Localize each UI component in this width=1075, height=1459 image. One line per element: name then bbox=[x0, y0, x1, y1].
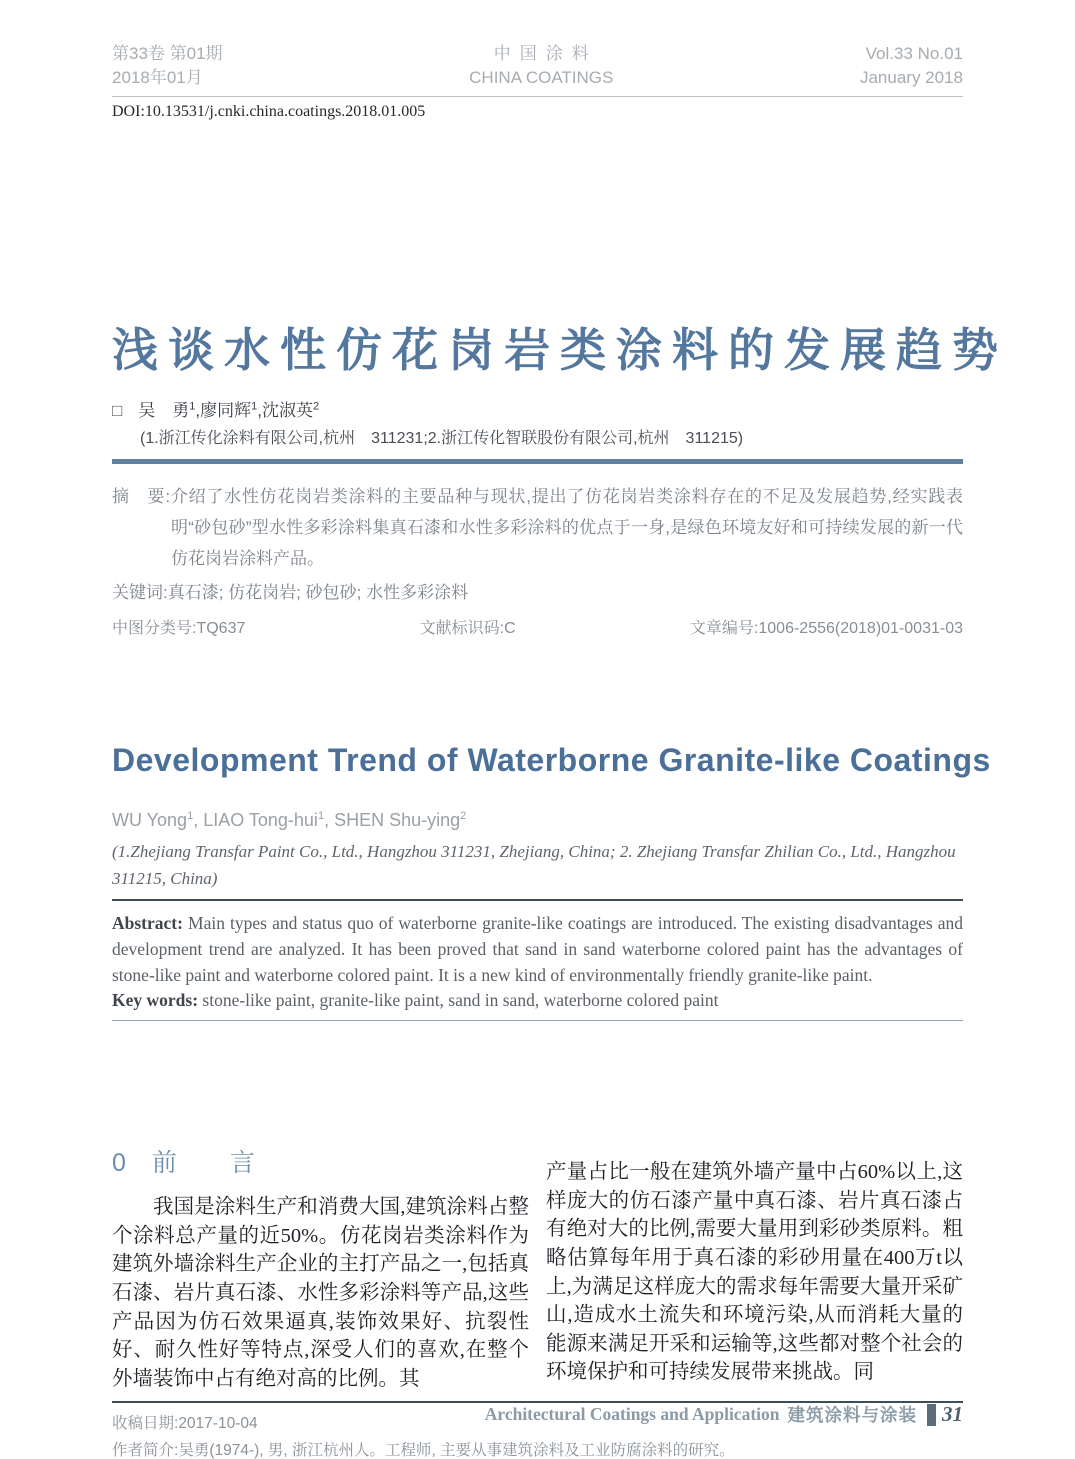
keywords-en-label: Key words: bbox=[112, 990, 199, 1011]
article-title-en: Development Trend of Waterborne Granite-like Coatings bbox=[112, 742, 991, 779]
author-bio-value: 吴勇(1974-), 男, 浙江杭州人。工程师, 主要从事建筑涂料及工业防腐涂料的研究。 bbox=[178, 1442, 735, 1459]
issue-date-en: January 2018 bbox=[859, 67, 963, 87]
section-heading-0 bbox=[112, 1143, 529, 1179]
header-issue-en bbox=[860, 42, 963, 90]
doc-code-label: 文献标识码: bbox=[419, 620, 505, 638]
keywords-en-text: stone-like paint, granite-like paint, sand in sand, waterborne colored paint bbox=[198, 990, 719, 1011]
author-en-1: WU Yong bbox=[112, 810, 188, 831]
journal-name-cn: 中国涂料 bbox=[493, 44, 598, 63]
keywords-en bbox=[112, 990, 963, 1021]
author-en-1-sup: 1 bbox=[187, 810, 194, 823]
issue-date-cn: 2018年01月 bbox=[112, 67, 203, 87]
author-en-3-sup: 2 bbox=[460, 810, 467, 823]
abstract-cn-label: 摘 要: bbox=[112, 487, 171, 507]
clc-label: 中图分类号: bbox=[112, 620, 197, 638]
keywords-cn bbox=[112, 578, 963, 603]
clc-value: TQ637 bbox=[196, 620, 246, 638]
author-cn-3: ,沈淑英 bbox=[257, 401, 313, 421]
author-cn-2-sup: 1 bbox=[251, 400, 258, 413]
footer-section-en: Architectural Coatings and Application bbox=[484, 1404, 780, 1424]
author-bio-label: 作者简介: bbox=[112, 1442, 179, 1459]
affiliation-cn: (1.浙江传化涂料有限公司,杭州 311231;2.浙江传化智联股份有限公司,杭州 311215) bbox=[140, 430, 744, 448]
divider-bar bbox=[112, 459, 963, 464]
issue-volume-cn: 第33卷 第01期 bbox=[112, 44, 223, 63]
authors-cn bbox=[112, 396, 963, 421]
body-column-right bbox=[546, 1143, 963, 1393]
keywords-cn-text: 真石漆; 仿花岗岩; 砂包砂; 水性多彩涂料 bbox=[167, 583, 469, 603]
body-paragraph-right: 产量占比一般在建筑外墙产量中占60%以上,这样庞大的仿石漆产量中真石漆、岩片真石漆占有绝对大的比例,需要大量用到彩砂类原料。粗略估算每年用于真石漆的彩砂用量在400万t以上,为满足这样庞大的需求每年需要大量开采矿山,造成水土流失和环境污染,从而消耗大量的能源来满足开采和运输等,这些都对整个社会的环境保护和可持续发展带来挑战。同 bbox=[546, 1161, 963, 1384]
clc-item bbox=[112, 615, 245, 638]
page-number: 31 bbox=[942, 1402, 963, 1426]
body-paragraph-left: 我国是涂料生产和消费大国,建筑涂料占整个涂料总产量的近50%。仿花岗岩类涂料作为建筑外墙涂料生产企业的主打产品之一,包括真石漆、岩片真石漆、水性多彩涂料等产品,这些产品因为仿石效果逼真,装饰效果好、抗裂性好、耐久性好等特点,深受人们的喜欢,在整个外墙装饰中占有绝对高的比例。其 bbox=[112, 1196, 529, 1390]
author-cn-3-sup: 2 bbox=[313, 400, 320, 413]
issue-volume-en: Vol.33 No.01 bbox=[865, 44, 963, 63]
article-title-cn: 浅谈水性仿花岗岩类涂料的发展趋势 bbox=[112, 323, 1008, 376]
body-columns bbox=[112, 1143, 963, 1393]
abstract-en-label: Abstract: bbox=[112, 913, 183, 934]
header-journal-name bbox=[469, 42, 613, 90]
author-en-2: , LIAO Tong-hui bbox=[193, 810, 318, 831]
classification-row bbox=[112, 615, 963, 638]
abstract-cn bbox=[112, 481, 963, 574]
author-cn-1-sup: 1 bbox=[189, 400, 196, 413]
article-no-label: 文章编号: bbox=[689, 620, 759, 638]
author-cn-1: 吴 勇 bbox=[138, 401, 190, 421]
author-cn-2: ,廖同辉 bbox=[195, 401, 252, 421]
author-marker-square: □ bbox=[112, 401, 123, 421]
footer-section-cn: 建筑涂料与涂装 bbox=[787, 1405, 917, 1425]
authors-en bbox=[112, 810, 963, 831]
affiliation-en: (1.Zhejiang Transfar Paint Co., Ltd., Hangzhou 311231, Zhejiang, China; 2. Zhejiang Transfar Zhilian Co., Ltd., Hangzhou 311215, China) bbox=[112, 839, 963, 901]
doc-code-item bbox=[420, 615, 516, 638]
section-number: 0 bbox=[112, 1149, 126, 1178]
journal-name-en: CHINA COATINGS bbox=[469, 67, 614, 87]
article-no-value: 1006-2556(2018)01-0031-03 bbox=[758, 620, 963, 638]
body-column-left bbox=[112, 1143, 529, 1393]
abstract-en bbox=[112, 910, 963, 988]
author-en-2-sup: 1 bbox=[317, 810, 325, 823]
keywords-cn-label: 关键词: bbox=[112, 583, 168, 603]
page-footer bbox=[485, 1402, 963, 1427]
abstract-en-text: Main types and status quo of waterborne granite-like coatings are introduced. The existing disadvantages and development trend are analyzed. It has been proved that sand in sand waterborne colored paint has the advantages of stone-like paint and waterborne colored paint. It is a new kind of environmentally friendly granite-like paint. bbox=[112, 913, 963, 986]
article-no-item bbox=[690, 615, 963, 638]
section-title: 前 言 bbox=[151, 1149, 269, 1178]
doi-line: DOI:10.13531/j.cnki.china.coatings.2018.01.005 bbox=[112, 102, 426, 120]
received-date-label: 收稿日期: bbox=[112, 1415, 179, 1433]
author-en-3: , SHEN Shu-ying bbox=[324, 810, 461, 831]
header-issue-cn bbox=[112, 42, 223, 90]
author-bio-line bbox=[112, 1437, 963, 1459]
abstract-cn-text: 介绍了水性仿花岗岩类涂料的主要品种与现状,提出了仿花岗岩类涂料存在的不足及发展趋势,经实践表明“砂包砂”型水性多彩涂料集真石漆和水性多彩涂料的优点于一身,是绿色环境友好和可持续发展的新一代仿花岗岩涂料产品。 bbox=[170, 487, 963, 569]
page-number-bar-icon bbox=[927, 1404, 936, 1426]
journal-header bbox=[112, 0, 963, 97]
doc-code-value: C bbox=[504, 620, 516, 638]
received-date-value: 2017-10-04 bbox=[178, 1415, 258, 1433]
